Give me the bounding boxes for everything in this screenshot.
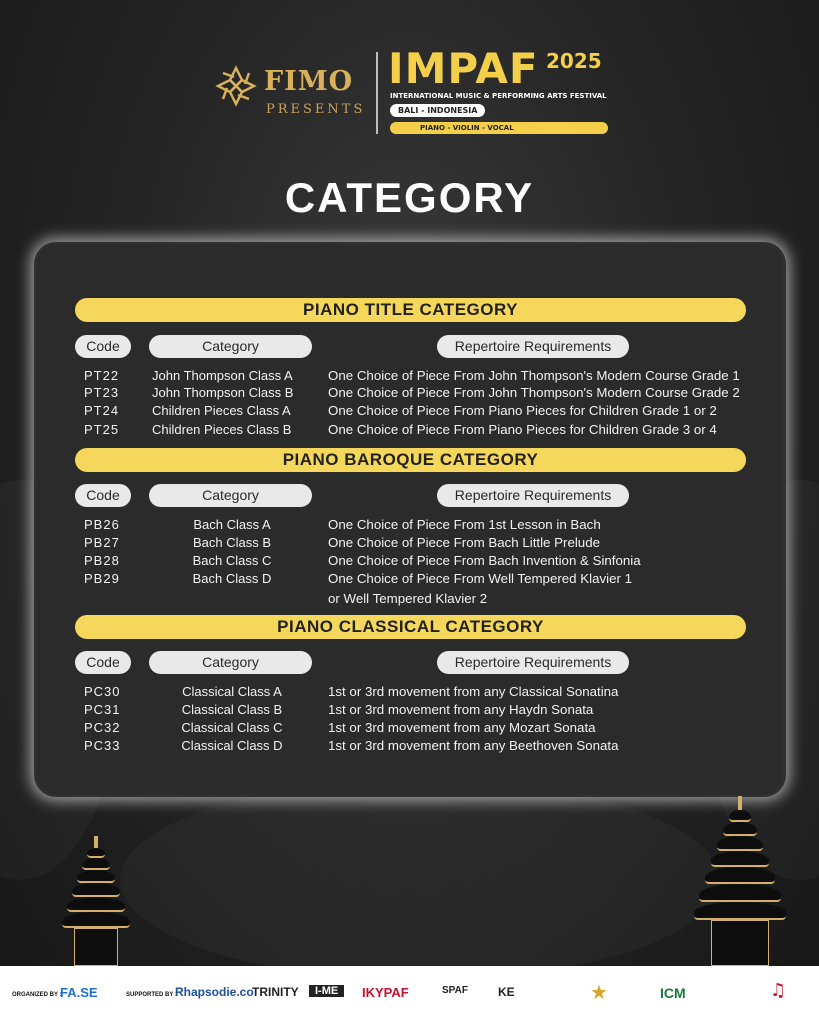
section-title: PIANO BAROQUE CATEGORY <box>75 448 746 472</box>
row-code: PC33 <box>84 738 121 753</box>
row-code: PT23 <box>84 385 120 400</box>
sponsor-footer <box>0 966 819 1024</box>
sponsor-logo: ICM <box>660 985 686 1001</box>
row-requirement: One Choice of Piece From John Thompson's Modern Course Grade 2 <box>328 385 740 400</box>
table-row <box>34 571 786 589</box>
column-header-requirements: Repertoire Requirements <box>437 335 629 358</box>
column-header-code: Code <box>75 651 131 674</box>
column-header-category: Category <box>149 484 312 507</box>
row-code: PT24 <box>84 403 120 418</box>
table-row <box>34 535 786 553</box>
row-category: Bach Class D <box>192 571 272 586</box>
sponsor-logo: IKYPAF <box>362 985 409 1000</box>
row-requirement: 1st or 3rd movement from any Mozart Sonata <box>328 720 596 735</box>
row-code: PB27 <box>84 535 120 550</box>
fimo-brand <box>214 64 374 124</box>
festival-year: 2025 <box>546 49 602 73</box>
supported-by-label: SUPPORTED BY : <box>126 992 177 998</box>
festival-name: IMPAF <box>388 44 539 93</box>
column-header-requirements: Repertoire Requirements <box>437 484 629 507</box>
row-category: Children Pieces Class A <box>152 403 291 418</box>
table-row <box>34 738 786 756</box>
column-header-category: Category <box>149 651 312 674</box>
row-requirement: One Choice of Piece From Well Tempered Klavier 1 <box>328 571 632 586</box>
music-note-logo-icon: ♫ <box>770 980 787 1001</box>
row-category: Bach Class A <box>193 517 271 532</box>
row-code: PC31 <box>84 702 121 717</box>
table-row <box>34 385 786 403</box>
table-row <box>34 403 786 421</box>
table-row <box>34 517 786 535</box>
row-requirement: One Choice of Piece From Piano Pieces for Children Grade 3 or 4 <box>328 422 717 437</box>
fimo-name: FIMO <box>264 66 354 97</box>
row-category: Classical Class C <box>181 720 283 735</box>
fimo-presents: PRESENTS <box>266 102 366 117</box>
impaf-logo <box>388 44 618 138</box>
row-code: PT25 <box>84 422 120 437</box>
festival-subtitle: INTERNATIONAL MUSIC & PERFORMING ARTS FESTIVAL <box>390 92 607 100</box>
row-requirement: One Choice of Piece From Bach Invention & Sinfonia <box>328 553 641 568</box>
row-category: Classical Class B <box>181 702 283 717</box>
column-header-category: Category <box>149 335 312 358</box>
pagoda-right-illustration <box>692 796 788 966</box>
row-requirement: One Choice of Piece From John Thompson's Modern Course Grade 1 <box>328 368 740 383</box>
row-category: Classical Class D <box>181 738 283 753</box>
sponsor-logo: KE <box>498 985 515 999</box>
section-title: PIANO CLASSICAL CATEGORY <box>75 615 746 639</box>
row-requirement: 1st or 3rd movement from any Beethoven Sonata <box>328 738 619 753</box>
column-header-code: Code <box>75 484 131 507</box>
table-row <box>34 368 786 386</box>
row-category: Children Pieces Class B <box>152 422 292 437</box>
table-row <box>34 720 786 738</box>
row-code: PB26 <box>84 517 120 532</box>
row-code: PC32 <box>84 720 121 735</box>
row-code: PB28 <box>84 553 120 568</box>
table-row <box>34 553 786 571</box>
festival-instruments: PIANO - VIOLIN - VOCAL <box>390 122 608 134</box>
sponsor-logo: Rhapsodie.co <box>175 985 254 999</box>
row-requirement: 1st or 3rd movement from any Haydn Sonata <box>328 702 594 717</box>
festival-location: BALI - INDONESIA <box>390 104 485 117</box>
row-category: Classical Class A <box>182 684 282 699</box>
category-card <box>34 242 786 797</box>
row-requirement: 1st or 3rd movement from any Classical Sonatina <box>328 684 619 699</box>
row-category: Bach Class B <box>192 535 272 550</box>
header-divider <box>376 52 378 134</box>
row-code: PC30 <box>84 684 121 699</box>
row-code: PB29 <box>84 571 120 586</box>
row-category: Bach Class C <box>192 553 272 568</box>
table-row <box>34 702 786 720</box>
row-requirement-line2: or Well Tempered Klavier 2 <box>328 591 488 606</box>
organized-by-label: ORGANIZED BY : <box>12 992 62 998</box>
table-row <box>34 684 786 702</box>
background-silhouette <box>120 780 720 980</box>
organizer-logo: FA.SE <box>60 985 98 1000</box>
sponsor-logo: I-ME <box>309 985 344 997</box>
row-requirement: One Choice of Piece From 1st Lesson in Bach <box>328 517 601 532</box>
sponsor-logo: SPAF <box>442 985 468 996</box>
row-requirement: One Choice of Piece From Bach Little Prelude <box>328 535 600 550</box>
row-requirement: One Choice of Piece From Piano Pieces for Children Grade 1 or 2 <box>328 403 717 418</box>
fimo-flower-logo <box>214 64 258 108</box>
row-category: John Thompson Class A <box>152 368 293 383</box>
page-title: CATEGORY <box>284 174 535 221</box>
row-code: PT22 <box>84 368 120 383</box>
pagoda-left-illustration <box>60 836 132 966</box>
row-category: John Thompson Class B <box>152 385 294 400</box>
column-header-code: Code <box>75 335 131 358</box>
event-header <box>0 44 819 138</box>
sponsor-logo: TRINITY <box>252 985 299 999</box>
column-header-requirements: Repertoire Requirements <box>437 651 629 674</box>
star-logo-icon: ★ <box>590 980 608 1004</box>
table-row-continuation <box>34 591 786 609</box>
section-title: PIANO TITLE CATEGORY <box>75 298 746 322</box>
table-row <box>34 422 786 440</box>
